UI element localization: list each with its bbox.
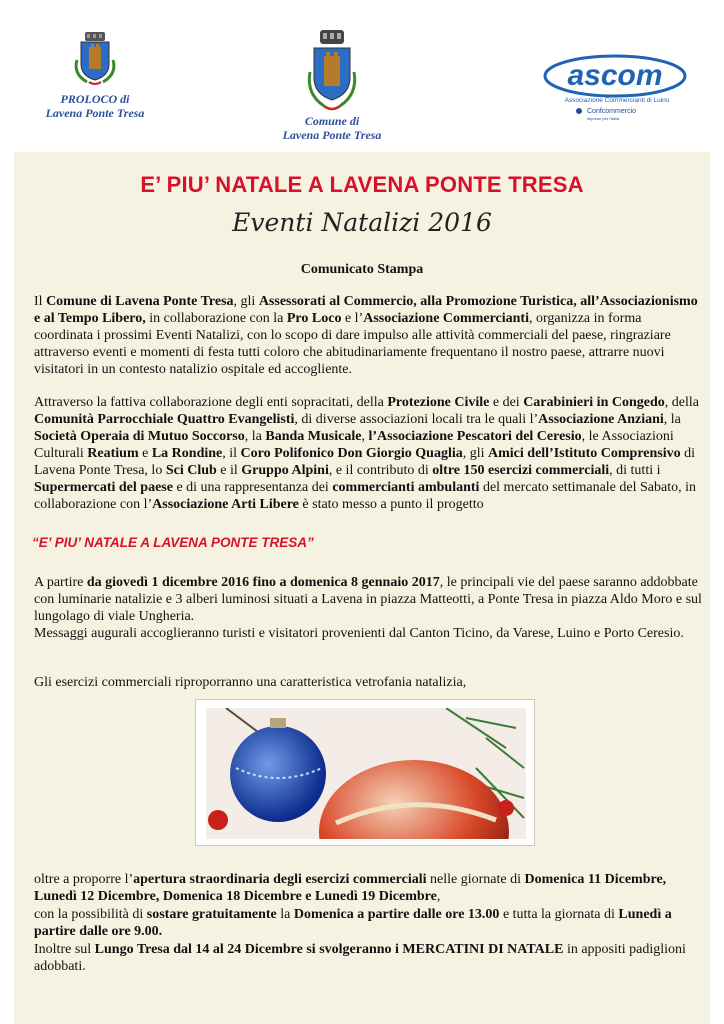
ascom-logo-icon xyxy=(533,52,703,124)
text: , organizza in forma coordinata i prossimi Eventi Natalizi, con lo scopo di dare impulso alle attività commerciali del paese, ringraziare attraverso eventi e momenti di festa tutti coloro che abitudinariamente frequentano il nostro paese, attrarre nuovi visitatori in un contesto natalizio ospitale ed accogliente. xyxy=(34,311,671,377)
text: , le Associazioni Culturali xyxy=(34,429,674,461)
paragraph-greetings xyxy=(34,625,704,642)
text: , e il contributo di xyxy=(328,463,433,478)
text: in collaborazione con la xyxy=(145,311,287,326)
bold-text: Supermercati del paese xyxy=(34,480,173,495)
text: nelle giornate di xyxy=(426,872,525,887)
text: e l’ xyxy=(341,311,364,326)
paragraph-intro xyxy=(34,293,704,378)
text: di Lavena Ponte Tresa, lo xyxy=(34,446,696,478)
bold-text: Banda Musicale xyxy=(265,429,362,444)
text: , gli xyxy=(233,294,259,309)
proloco-caption-line1: PROLOCO di xyxy=(60,92,130,106)
bold-text: commercianti ambulanti xyxy=(332,480,480,495)
text: , la xyxy=(663,412,681,427)
bold-text: Amici dell’Istituto Comprensivo xyxy=(488,446,681,461)
headline: E’ PIU’ NATALE A LAVENA PONTE TRESA xyxy=(140,172,584,197)
document-content xyxy=(0,152,724,1024)
text: Inoltre sul xyxy=(34,942,95,957)
bold-text: La Rondine xyxy=(151,446,223,461)
text: è stato messo a punto il progetto xyxy=(298,497,484,512)
ascom-line2: Confcommercio xyxy=(587,108,637,115)
text: A partire xyxy=(34,575,87,590)
text: e il xyxy=(216,463,242,478)
bold-text: Assessorati al Commercio, alla Promozione Turistica, all’Associazionismo e al Tempo Libero, xyxy=(34,294,698,326)
bold-text: Comunità Parrocchiale Quattro Evangelisti xyxy=(34,412,295,427)
text: , xyxy=(361,429,369,444)
paragraph-extraordinary-opening xyxy=(34,871,704,905)
paragraph-christmas-markets xyxy=(34,941,704,975)
section-heading: “E’ PIU’ NATALE A LAVENA PONTE TRESA” xyxy=(32,535,314,550)
bold-text: Sci Club xyxy=(165,463,217,478)
bold-text: Associazione Commercianti xyxy=(363,311,529,326)
text: , xyxy=(436,889,441,904)
text: con la possibilità di xyxy=(34,907,147,922)
comune-caption-line2: Lavena Ponte Tresa xyxy=(282,128,382,142)
text: e dei xyxy=(489,395,524,410)
bold-text: Società Operaia di Mutuo Soccorso xyxy=(34,429,245,444)
bold-text: Reatium xyxy=(87,446,139,461)
paragraph-window-decals xyxy=(34,674,704,691)
text: , la xyxy=(244,429,266,444)
ascom-line1: Associazione Commercianti di Luino xyxy=(564,97,670,104)
paragraph-collaboration xyxy=(34,394,704,513)
text: e xyxy=(138,446,152,461)
text: Il xyxy=(34,294,47,309)
ornaments-image xyxy=(206,708,526,839)
press-release-label: Comunicato Stampa xyxy=(300,262,424,277)
bold-text: Pro Loco xyxy=(286,311,342,326)
bold-text: oltre 150 esercizi commerciali xyxy=(432,463,610,478)
proloco-caption-line2: Lavena Ponte Tresa xyxy=(45,106,145,120)
bold-text: Domenica 11 Dicembre, Lunedì 12 Dicembre, Domenica 18 Dicembre e Lunedì 19 Dicembre xyxy=(34,872,667,904)
comune-crest-icon xyxy=(304,28,360,112)
ascom-line3: imprese per l'italia xyxy=(587,116,620,121)
bold-text: Carabinieri in Congedo xyxy=(523,395,665,410)
proloco-logo xyxy=(30,30,160,120)
text: la xyxy=(276,907,294,922)
bold-text: da giovedì 1 dicembre 2016 fino a domenica 8 gennaio 2017 xyxy=(86,575,440,590)
text: , le principali vie del paese saranno addobbate con luminarie natalizie e 3 alberi luminosi situati a Lavena in piazza Matteotti, a Ponte Tresa in piazza Aldo Moro e sul lungolago di viale Ungheria. xyxy=(34,575,702,624)
ascom-logo-text: ascom xyxy=(567,59,663,92)
letterhead xyxy=(0,0,724,152)
bold-text: sostare gratuitamente xyxy=(146,907,277,922)
comune-caption-line1: Comune di xyxy=(304,114,360,128)
text: , il xyxy=(222,446,241,461)
ascom-logo xyxy=(533,52,703,129)
bold-text: Associazione Arti Libere xyxy=(152,497,299,512)
paragraph-dates xyxy=(34,574,704,625)
text: e tutta la giornata di xyxy=(499,907,619,922)
text: oltre a proporre l’ xyxy=(34,872,134,887)
subtitle: Eventi Natalizi 2016 xyxy=(232,208,492,237)
christmas-ornaments-photo xyxy=(195,699,535,846)
text: , di diverse associazioni locali tra le quali l’ xyxy=(294,412,539,427)
bold-text: Coro Polifonico Don Giorgio Quaglia xyxy=(240,446,463,461)
proloco-crest-icon xyxy=(69,30,121,88)
bold-text: Lunedì a partire dalle ore 9.00. xyxy=(34,907,672,939)
bold-text: Gruppo Alpini xyxy=(241,463,329,478)
text: Messaggi augurali accoglieranno turisti e visitatori provenienti dal Canton Ticino, da Varese, Luino e Porto Ceresio. xyxy=(34,626,684,641)
text: e di una rappresentanza dei xyxy=(172,480,333,495)
text: , della xyxy=(664,395,699,410)
bold-text: l’Associazione Pescatori del Ceresio xyxy=(368,429,582,444)
comune-logo xyxy=(262,28,402,142)
text: del mercato settimanale del Sabato, in collaborazione con l’ xyxy=(34,480,696,512)
bold-text: Lungo Tresa dal 14 al 24 Dicembre si svolgeranno i MERCATINI DI NATALE xyxy=(94,942,564,957)
bold-text: Associazione Anziani xyxy=(538,412,664,427)
bold-text: Protezione Civile xyxy=(387,395,490,410)
bold-text: Domenica a partire dalle ore 13.00 xyxy=(293,907,500,922)
bold-text: apertura straordinaria degli esercizi commerciali xyxy=(133,872,427,887)
paragraph-free-parking xyxy=(34,906,704,940)
bold-text: Comune di Lavena Ponte Tresa xyxy=(46,294,234,309)
text: Attraverso la fattiva collaborazione degli enti sopracitati, della xyxy=(34,395,388,410)
text: in appositi padiglioni adobbati. xyxy=(34,942,686,974)
text: , di tutti i xyxy=(609,463,661,478)
text: Gli esercizi commerciali riproporranno una caratteristica vetrofania natalizia, xyxy=(34,675,467,690)
text: , gli xyxy=(462,446,489,461)
